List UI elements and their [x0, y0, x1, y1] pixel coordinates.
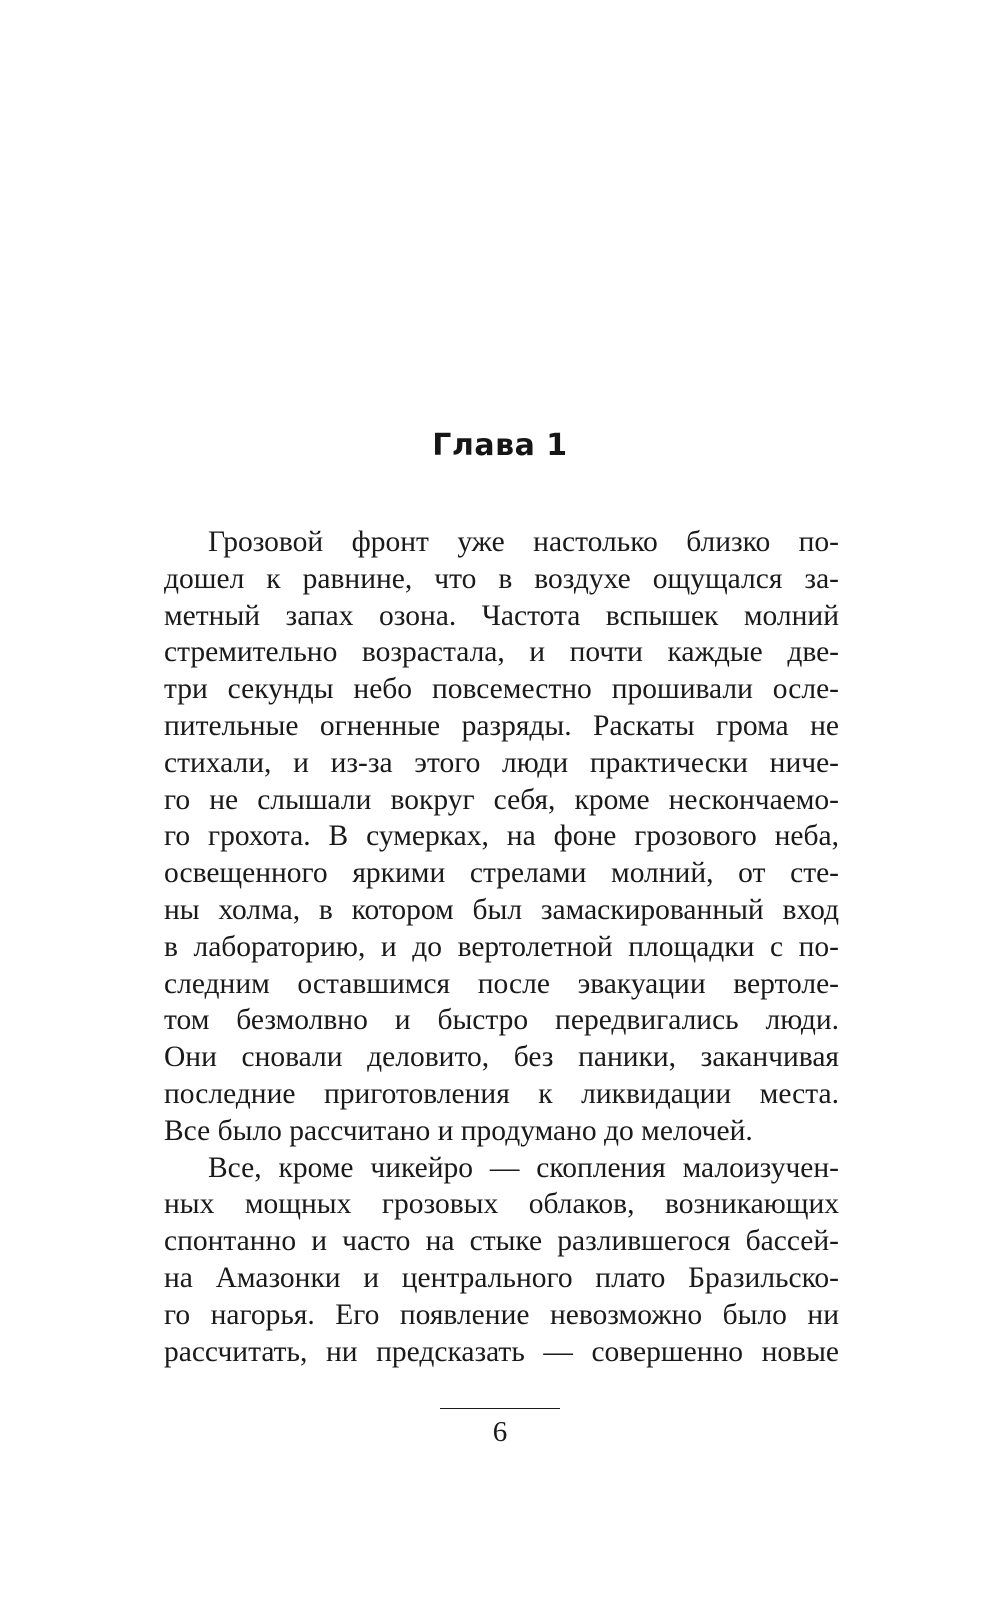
text-line: том безмолвно и быстро передвигались люди. [164, 1004, 839, 1037]
text-line: на Амазонки и центрального плато Бразильско- [164, 1261, 839, 1294]
page-number: 6 [492, 1416, 508, 1448]
text-line: Они сновали деловито, без паники, заканчивая [164, 1041, 839, 1074]
chapter-title: Глава 1 [432, 428, 568, 463]
text-line: метный запах озона. Частота вспышек молний [164, 599, 839, 632]
text-line: го грохота. В сумерках, на фоне грозового неба, [164, 820, 839, 853]
footer-divider [440, 1408, 560, 1409]
text-line: ны холма, в котором был замаскированный вход [164, 893, 839, 926]
text-line: дошел к равнине, что в воздухе ощущался за- [164, 562, 839, 595]
text-line: спонтанно и часто на стыке разлившегося бассей- [164, 1225, 839, 1258]
paragraph-2 [164, 1150, 839, 1371]
body-text [164, 524, 839, 1370]
text-line: го не слышали вокруг себя, кроме нескончаемо- [164, 783, 839, 816]
text-line: го нагорья. Его появление невозможно было ни [164, 1298, 839, 1331]
text-line: последние приготовления к ликвидации места. [164, 1077, 839, 1110]
paragraph-1 [164, 524, 839, 1150]
text-line: Все, кроме чикейро — скопления малоизучен- [208, 1151, 839, 1184]
text-line: освещенного яркими стрелами молний, от сте- [164, 857, 839, 890]
text-line: пительные огненные разряды. Раскаты грома не [164, 709, 839, 742]
text-line: ных мощных грозовых облаков, возникающих [164, 1188, 839, 1221]
text-line: три секунды небо повсеместно прошивали осле- [164, 673, 839, 706]
text-line: следним оставшимся после эвакуации вертоле- [164, 967, 839, 1000]
text-line: Все было рассчитано и продумано до мелочей. [164, 1114, 753, 1147]
text-line: рассчитать, ни предсказать — совершенно новые [164, 1335, 839, 1368]
text-line: стихали, и из-за этого люди практически ниче- [164, 746, 839, 779]
text-line: в лабораторию, и до вертолетной площадки с по- [164, 930, 839, 963]
text-line: Грозовой фронт уже настолько близко по- [208, 526, 839, 558]
text-line: стремительно возрастала, и почти каждые две- [164, 636, 839, 669]
